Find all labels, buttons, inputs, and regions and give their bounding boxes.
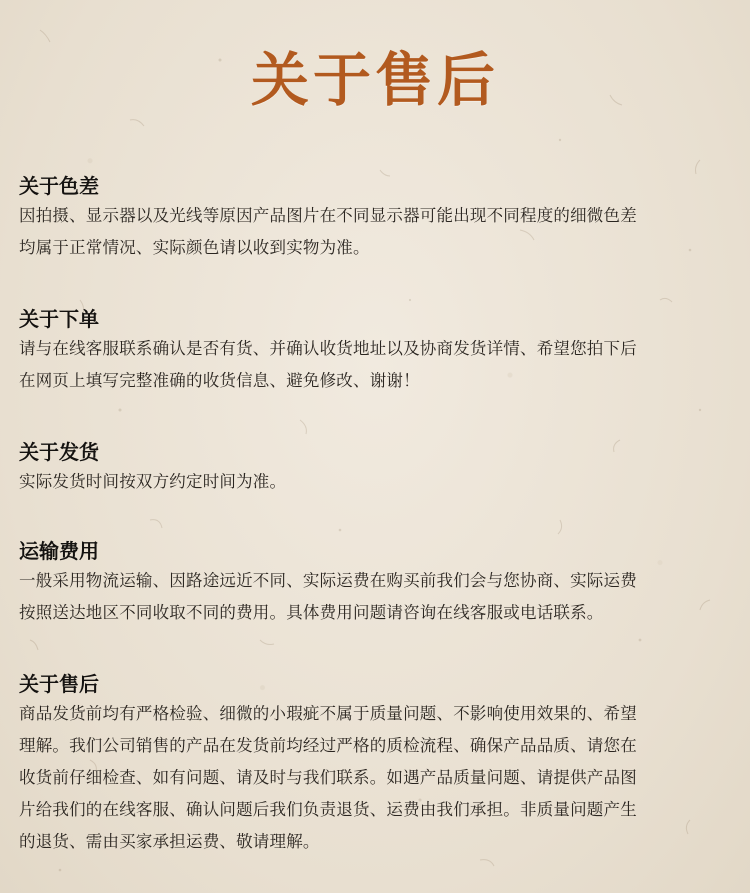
section-color-difference (19, 172, 734, 264)
section-body (19, 698, 734, 858)
section-body (19, 333, 734, 397)
body-line: 片给我们的在线客服、确认问题后我们负责退货、运费由我们承担。非质量问题产生 (19, 800, 637, 819)
section-heading: 关于下单 (19, 307, 99, 331)
section-after-sales (19, 670, 734, 858)
body-line: 实际发货时间按双方约定时间为准。 (19, 472, 287, 491)
body-line: 商品发货前均有严格检验、细微的小瑕疵不属于质量问题、不影响使用效果的、希望 (19, 704, 637, 723)
body-line: 按照送达地区不同收取不同的费用。具体费用问题请咨询在线客服或电话联系。 (19, 603, 604, 622)
body-line: 请与在线客服联系确认是否有货、并确认收货地址以及协商发货详情、希望您拍下后 (19, 339, 637, 358)
body-line: 的退货、需由买家承担运费、敬请理解。 (19, 832, 320, 851)
section-shipping (19, 438, 734, 498)
section-ordering (19, 305, 734, 397)
page-title: 关于售后 (250, 46, 499, 114)
body-line: 在网页上填写完整准确的收货信息、避免修改、谢谢！ (19, 371, 420, 390)
body-line: 一般采用物流运输、因路途远近不同、实际运费在购买前我们会与您协商、实际运费 (19, 571, 637, 590)
body-line: 理解。我们公司销售的产品在发货前均经过严格的质检流程、确保产品品质、请您在 (19, 736, 637, 755)
section-body (19, 565, 734, 629)
section-heading: 关于发货 (19, 440, 99, 464)
section-body (19, 200, 734, 264)
body-line: 收货前仔细检查、如有问题、请及时与我们联系。如遇产品质量问题、请提供产品图 (19, 768, 637, 787)
section-heading: 关于售后 (19, 672, 99, 696)
section-body (19, 466, 734, 498)
section-freight-cost (19, 537, 734, 629)
body-line: 均属于正常情况、实际颜色请以收到实物为准。 (19, 238, 370, 257)
body-line: 因拍摄、显示器以及光线等原因产品图片在不同显示器可能出现不同程度的细微色差 (19, 206, 637, 225)
section-heading: 关于色差 (19, 174, 99, 198)
section-heading: 运输费用 (19, 539, 99, 563)
